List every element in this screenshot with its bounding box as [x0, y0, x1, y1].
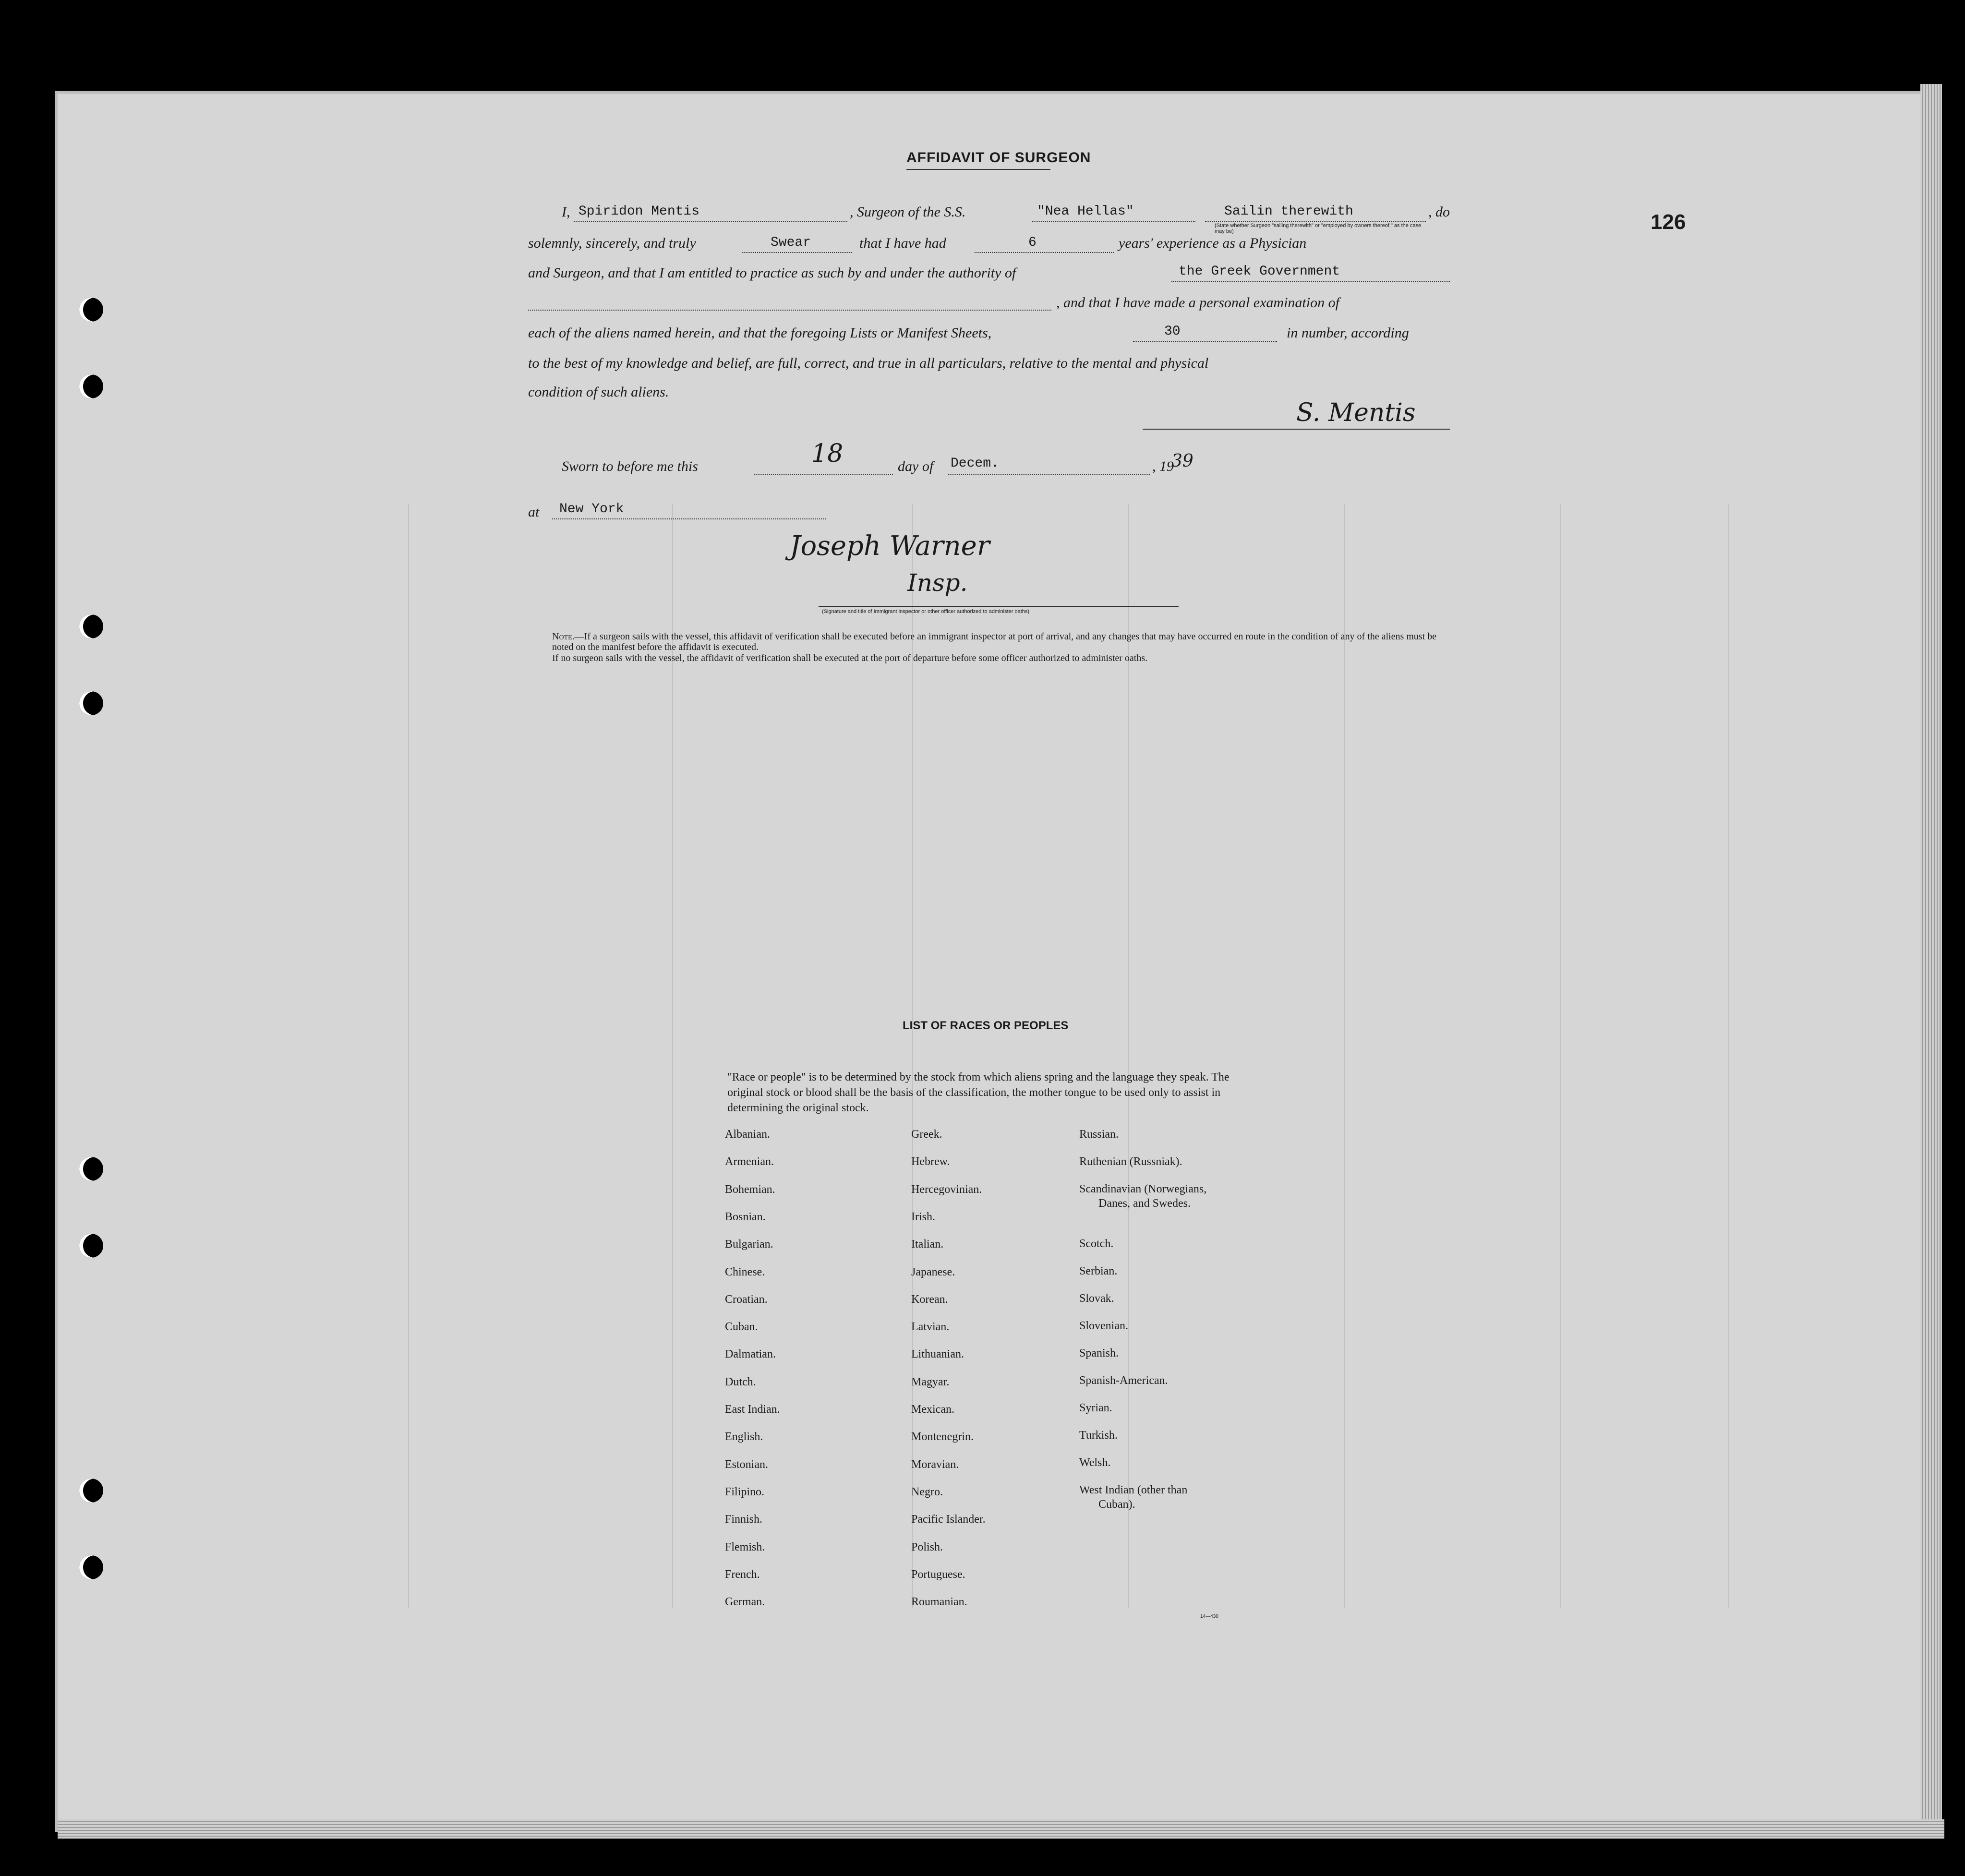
- race-item: Pacific Islander.: [911, 1513, 986, 1526]
- stacked-page-edges-right: [1920, 84, 1942, 1829]
- race-item: Mexican.: [911, 1403, 954, 1416]
- binder-hole: [79, 298, 103, 322]
- races-title: LIST OF RACES OR PEOPLES: [903, 1019, 1069, 1032]
- affidavit-line3-prefix: and Surgeon, and that I am entitled to practice as such by and under the authority of: [528, 265, 1016, 281]
- bleed-through-rule: [1560, 504, 1561, 1608]
- race-item: Polish.: [911, 1540, 943, 1553]
- affidavit-line1-suffix: , do: [1428, 204, 1450, 220]
- race-item: Italian.: [911, 1238, 944, 1251]
- vessel-name: "Nea Hellas": [1037, 204, 1134, 219]
- oath-type: Swear: [771, 235, 811, 250]
- race-item: Hercegovinian.: [911, 1183, 982, 1196]
- race-item: Turkish.: [1079, 1429, 1118, 1442]
- officer-signature-line: [819, 606, 1179, 607]
- sworn-year-suffix: 39: [1171, 451, 1193, 471]
- race-item: Serbian.: [1079, 1265, 1118, 1277]
- race-item: Bosnian.: [725, 1210, 766, 1223]
- oath-type-blank: [742, 252, 852, 253]
- race-item: Estonian.: [725, 1458, 768, 1471]
- race-item: Russian.: [1079, 1128, 1119, 1141]
- race-item: Magyar.: [911, 1375, 950, 1388]
- affidavit-line6: to the best of my knowledge and belief, are full, correct, and true in all particulars, relative to the mental and physical: [528, 355, 1209, 371]
- race-item: French.: [725, 1568, 760, 1581]
- surgeon-name: Spiridon Mentis: [579, 204, 700, 219]
- race-item: Montenegrin.: [911, 1431, 974, 1443]
- manifest-sheet-count: 30: [1164, 324, 1181, 339]
- binder-hole: [79, 691, 103, 715]
- race-item: Danes, and Swedes.: [1098, 1197, 1191, 1210]
- race-item: Lithuanian.: [911, 1348, 964, 1361]
- surgeon-signature: S. Mentis: [1296, 398, 1416, 427]
- manifest-sheet-count-blank: [1133, 341, 1277, 342]
- race-item: Moravian.: [911, 1458, 959, 1471]
- race-item: Portuguese.: [911, 1568, 965, 1581]
- races-intro: "Race or people" is to be determined by the stock from which aliens spring and the language they speak. The original stock or blood shall be the basis of the classification, the mother tongue to be used only to assist in determining the original stock.: [727, 1071, 1230, 1114]
- affidavit-note: [552, 631, 1455, 652]
- affidavit-line2-mid: that I have had: [859, 235, 946, 251]
- binder-hole: [79, 374, 103, 398]
- affidavit-line7: condition of such aliens.: [528, 384, 669, 400]
- affidavit-line4-suffix: , and that I have made a personal examination of: [1056, 295, 1339, 311]
- vessel-name-blank: [1032, 221, 1195, 222]
- binder-hole: [79, 1157, 103, 1181]
- note-text-2: If no surgeon sails with the vessel, the affidavit of verification shall be executed at the port of departure before some officer authorized to administer oaths.: [552, 653, 1148, 663]
- sworn-month-blank: [948, 474, 1150, 475]
- note-text-1: —If a surgeon sails with the vessel, this affidavit of verification shall be executed before an immigrant inspector at port of arrival, and any changes that may have occurred en route in the condition of any of the aliens must be noted on the manifest before the affidavit is executed.: [552, 631, 1437, 652]
- title-underline: [906, 169, 1050, 170]
- race-item: Filipino.: [725, 1485, 765, 1498]
- race-item: West Indian (other than: [1079, 1484, 1188, 1496]
- stacked-page-edges-bottom: [58, 1819, 1944, 1839]
- bleed-through-rule: [408, 504, 409, 1608]
- status-note: (State whether Surgeon "sailing therewith" or "employed by owners thereof," as the case may be): [1215, 223, 1422, 234]
- race-item: Negro.: [911, 1485, 943, 1498]
- sworn-year-prefix: , 19: [1152, 458, 1174, 474]
- place-of-oath: New York: [559, 502, 624, 517]
- manifest-sheet: [58, 94, 1920, 1829]
- binder-hole: [79, 614, 103, 638]
- race-item: Cuban.: [725, 1321, 758, 1334]
- affidavit-line1-prefix: I,: [562, 204, 570, 220]
- race-item: Slovenian.: [1079, 1320, 1128, 1332]
- bleed-through-rule: [1728, 504, 1729, 1608]
- bleed-through-rule: [672, 504, 673, 1608]
- race-item: Scotch.: [1079, 1238, 1114, 1250]
- authority-continuation-blank: [528, 310, 1051, 311]
- bleed-through-rule: [1128, 504, 1129, 1608]
- race-item: Bulgarian.: [725, 1238, 773, 1251]
- race-item: German.: [725, 1596, 765, 1609]
- surgeon-status-blank: [1205, 221, 1426, 222]
- race-item: Dutch.: [725, 1375, 756, 1388]
- race-item: Spanish.: [1079, 1347, 1119, 1359]
- race-item: Welsh.: [1079, 1456, 1111, 1469]
- race-item: Ruthenian (Russniak).: [1079, 1155, 1182, 1168]
- sworn-month: Decem.: [951, 456, 999, 471]
- binder-hole: [79, 1479, 103, 1503]
- practice-authority-blank: [1171, 281, 1450, 282]
- race-item: English.: [725, 1431, 763, 1443]
- surgeon-signature-line: [1143, 429, 1450, 430]
- race-item: Hebrew.: [911, 1155, 950, 1168]
- race-item: East Indian.: [725, 1403, 780, 1416]
- race-item: Bohemian.: [725, 1183, 775, 1196]
- practice-authority: the Greek Government: [1179, 264, 1340, 279]
- sworn-day: 18: [811, 439, 844, 468]
- race-item: Scandinavian (Norwegians,: [1079, 1183, 1207, 1195]
- race-item: Roumanian.: [911, 1596, 967, 1609]
- race-item: Greek.: [911, 1128, 942, 1141]
- binder-hole: [79, 1555, 103, 1579]
- affidavit-line5-suffix: in number, according: [1287, 325, 1409, 341]
- race-item: Armenian.: [725, 1155, 774, 1168]
- place-blank: [552, 518, 826, 519]
- years-experience: 6: [1028, 235, 1037, 250]
- page-number: 126: [1651, 210, 1686, 234]
- race-item: Croatian.: [725, 1293, 768, 1306]
- race-item: Cuban).: [1098, 1498, 1135, 1511]
- form-number: 14—430: [1200, 1614, 1218, 1619]
- officer-signature: Joseph Warner: [790, 530, 990, 562]
- sworn-mid: day of: [898, 458, 934, 474]
- affidavit-line5-prefix: each of the aliens named herein, and that the foregoing Lists or Manifest Sheets,: [528, 325, 992, 341]
- binder-hole: [79, 1234, 103, 1258]
- surgeon-status: Sailin therewith: [1224, 204, 1353, 219]
- affidavit-line2-suffix: years' experience as a Physician: [1119, 235, 1307, 251]
- bleed-through-rule: [1344, 504, 1345, 1608]
- affidavit-title: AFFIDAVIT OF SURGEON: [906, 150, 1091, 166]
- at-label: at: [528, 504, 540, 520]
- race-item: Chinese.: [725, 1265, 765, 1278]
- affidavit-line1-mid: , Surgeon of the S.S.: [850, 204, 966, 220]
- race-item: Dalmatian.: [725, 1348, 776, 1361]
- note-label: Note.: [552, 631, 575, 642]
- race-item: Spanish-American.: [1079, 1374, 1168, 1387]
- signature-caption: (Signature and title of Immigrant inspector or other officer authorized to administer oaths): [822, 609, 1030, 614]
- affidavit-line2-prefix: solemnly, sincerely, and truly: [528, 235, 696, 251]
- race-item: Slovak.: [1079, 1292, 1114, 1305]
- race-item: Syrian.: [1079, 1402, 1112, 1414]
- race-item: Japanese.: [911, 1265, 955, 1278]
- race-item: Latvian.: [911, 1321, 950, 1334]
- surgeon-name-blank: [574, 221, 847, 222]
- officer-title: Insp.: [907, 569, 968, 597]
- race-item: Flemish.: [725, 1540, 765, 1553]
- sworn-day-blank: [754, 474, 893, 475]
- race-item: Finnish.: [725, 1513, 763, 1526]
- race-item: Irish.: [911, 1210, 935, 1223]
- race-item: Korean.: [911, 1293, 948, 1306]
- race-item: Albanian.: [725, 1128, 770, 1141]
- sworn-prefix: Sworn to before me this: [562, 458, 698, 474]
- years-experience-blank: [975, 252, 1114, 253]
